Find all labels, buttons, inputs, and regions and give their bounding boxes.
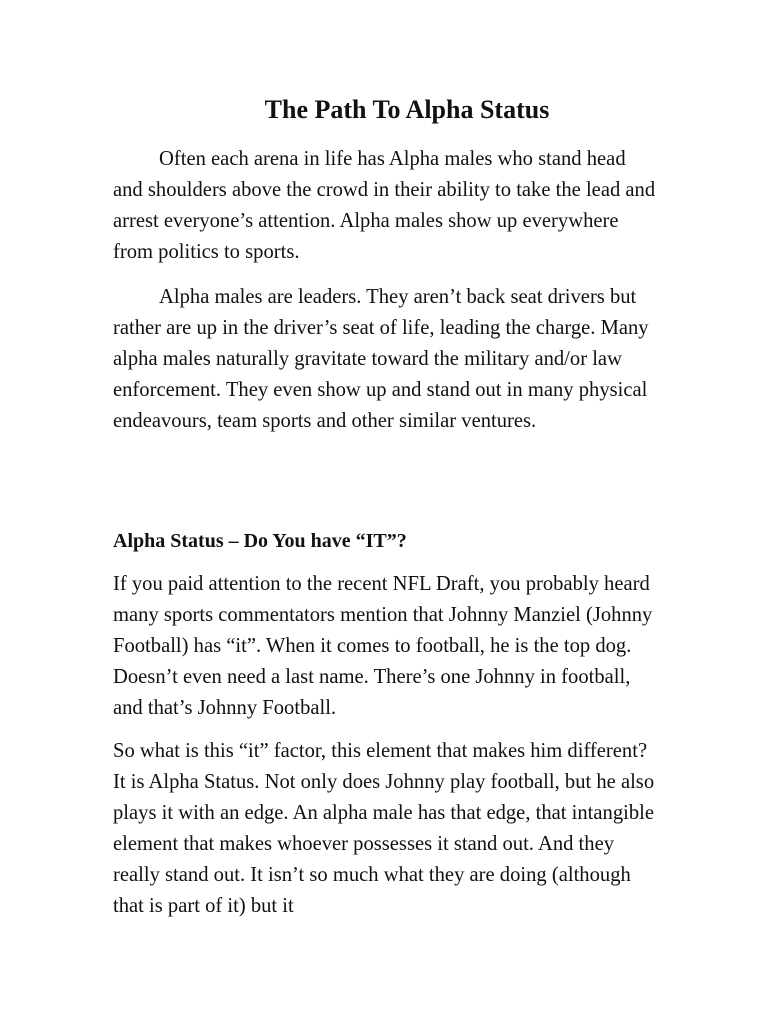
paragraph-it-factor: So what is this “it” factor, this element that makes him different? It is Alpha Status. Not only does Johnny play football, but he also plays it with an edge. An alpha male has that edge, that intangible element that makes whoever possesses it stand out. And they really stand out. It isn’t so much what they are doing (although that is part of it) but it: [113, 740, 655, 917]
paragraph-leaders: Alpha males are leaders. They aren’t back seat drivers but rather are up in the driver’s seat of life, leading the charge. Many alpha males naturally gravitate toward the military and/or law enforcement. They even show up and stand out in many physical endeavours, team sports and other similar ventures.: [113, 286, 649, 432]
section-heading: Alpha Status – Do You have “IT”?: [113, 530, 407, 552]
paragraph-nfl-draft: If you paid attention to the recent NFL Draft, you probably heard many sports commentators mention that Johnny Manziel (Johnny Football) has “it”. When it comes to football, he is the top dog. Doesn’t even need a last name. There’s one Johnny in football, and that’s Johnny Football.: [113, 573, 653, 719]
paragraph-intro: Often each arena in life has Alpha males who stand head and shoulders above the crowd in their ability to take the lead and arrest everyone’s attention. Alpha males show up everywhere from politics to sports.: [113, 148, 656, 263]
document-title: The Path To Alpha Status: [264, 95, 550, 124]
